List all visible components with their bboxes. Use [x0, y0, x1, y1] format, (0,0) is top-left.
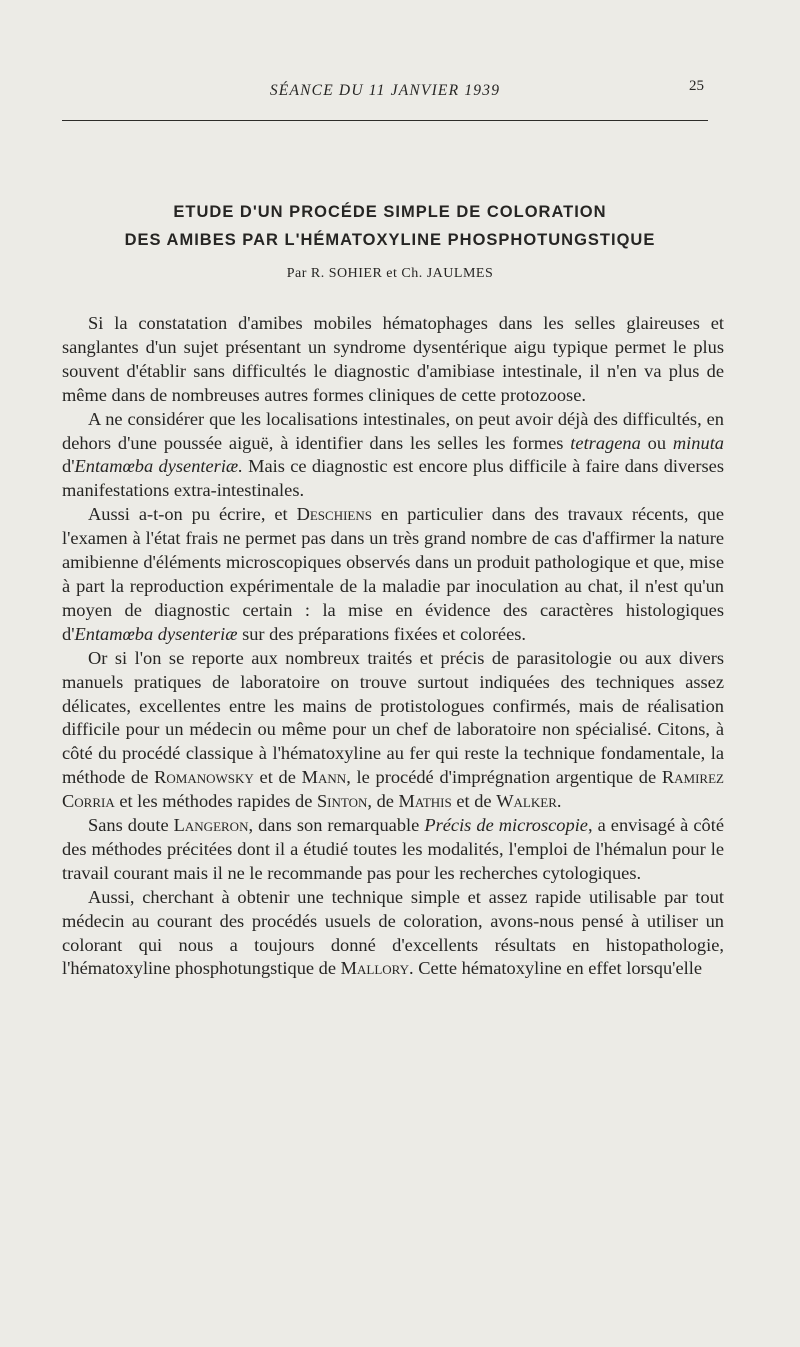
- article-title-line-2: DES AMIBES PAR L'HÉMATOXYLINE PHOSPHOTUNGSTIQUE: [124, 231, 656, 249]
- text-run: d': [62, 456, 75, 477]
- page-number: 25: [689, 78, 704, 94]
- paragraph-3: [62, 503, 724, 646]
- author-name: Deschiens: [296, 504, 372, 525]
- italic-term: Précis de microscopie: [424, 815, 588, 836]
- text-run: , le procédé d'imprégnation argentique de: [346, 767, 662, 788]
- running-title: SÉANCE DU 11 JANVIER 1939: [269, 82, 501, 99]
- italic-term: Entamœba dysenteriæ.: [74, 456, 243, 477]
- author-name: Ramirez Corria: [62, 767, 724, 812]
- article-byline: Par R. SOHIER et Ch. JAULMES: [286, 266, 494, 281]
- text-run: , a envisagé à côté des méthodes précitées dont il a étudié toutes les modalités, l'emploi de l'hémalun pour le travail courant mais il ne le recommande pas pour les recherches cytologiques.: [62, 815, 724, 883]
- author-name: Langeron: [173, 815, 249, 836]
- text-run: et de: [253, 767, 302, 788]
- text-run: Aussi a-t-on pu écrire, et: [88, 504, 297, 525]
- paragraph-1: [62, 312, 724, 408]
- author-name: Mallory: [340, 958, 409, 979]
- paragraph-6: [62, 886, 724, 982]
- text-run: et de: [451, 791, 497, 812]
- text-run: , dans son remarquable: [248, 815, 425, 836]
- text-run: A ne considérer que les localisations intestinales, on peut avoir déjà des difficultés, en dehors d'une poussée aiguë, à identifier dans les selles les formes: [62, 408, 724, 453]
- author-name: Walker: [496, 791, 557, 812]
- article-body: [62, 312, 724, 981]
- text-run: ou: [640, 432, 673, 453]
- text-run: Mais ce diagnostic est encore plus difficile à faire dans diverses manifestations extra-intestinales.: [62, 456, 725, 501]
- paragraph-5: [62, 814, 724, 886]
- italic-term: minuta: [672, 432, 724, 453]
- text-run: . Cette hématoxyline en effet lorsqu'elle: [409, 958, 703, 979]
- italic-term: tetragena: [570, 432, 641, 453]
- article-title: [60, 198, 720, 254]
- author-name: Romanowsky: [154, 767, 254, 788]
- text-run: et les méthodes rapides de: [114, 791, 317, 812]
- running-head: [62, 74, 708, 121]
- author-name: Mathis: [398, 791, 452, 812]
- text-run: Sans doute: [88, 815, 174, 836]
- italic-term: Entamœba dysenteriæ: [74, 623, 238, 644]
- text-run: .: [556, 791, 562, 812]
- text-run: Or si l'on se reporte aux nombreux traités et précis de parasitologie ou aux divers manuels pratiques de laboratoire on trouve surtout indiquées des techniques assez délicates, excellentes entre les mains de protistologues confirmés, mais de réalisation difficile pour un médecin ou même pour un chef de laboratoire non spécialisé. Citons, à côté du procédé classique à l'hématoxyline au fer qui reste la technique fondamentale, la méthode de: [62, 647, 724, 788]
- text-run: sur des préparations fixées et colorées.: [237, 623, 526, 644]
- text-run: en particulier dans des travaux récents, que l'examen à l'état frais ne permet pas dans un très grand nombre de cas d'affirmer la nature amibienne d'éléments microscopiques observés dans un produit pathologique et que, mise à part la reproduction expérimentale de la maladie par inoculation au chat, il n'est qu'un moyen de diagnostic certain : la mise en évidence des caractères histologiques d': [62, 504, 725, 644]
- author-name: Sinton: [316, 791, 368, 812]
- paragraph-2: [62, 408, 724, 504]
- text-run: , de: [367, 791, 399, 812]
- paragraph-4: [62, 647, 724, 814]
- text-run: Si la constatation d'amibes mobiles hématophages dans les selles glaireuses et sanglantes d'un sujet présentant un syndrome dysentérique aigu typique permet le plus souvent d'établir sans difficultés le diagnostic d'amibiase intestinale, il n'en va plus de même dans de nombreuses autres formes cliniques de cette protozoose.: [62, 313, 724, 405]
- article-title-line-1: ETUDE D'UN PROCÉDE SIMPLE DE COLORATION: [173, 203, 607, 221]
- text-run: Aussi, cherchant à obtenir une technique simple et assez rapide utilisable par tout médecin au courant des procédés usuels de coloration, avons-nous pensé à utiliser un colorant qui nous a toujours donné d'excellents résultats en histopathologie, l'hématoxyline phosphotungstique de: [62, 886, 724, 979]
- author-name: Mann: [301, 767, 347, 788]
